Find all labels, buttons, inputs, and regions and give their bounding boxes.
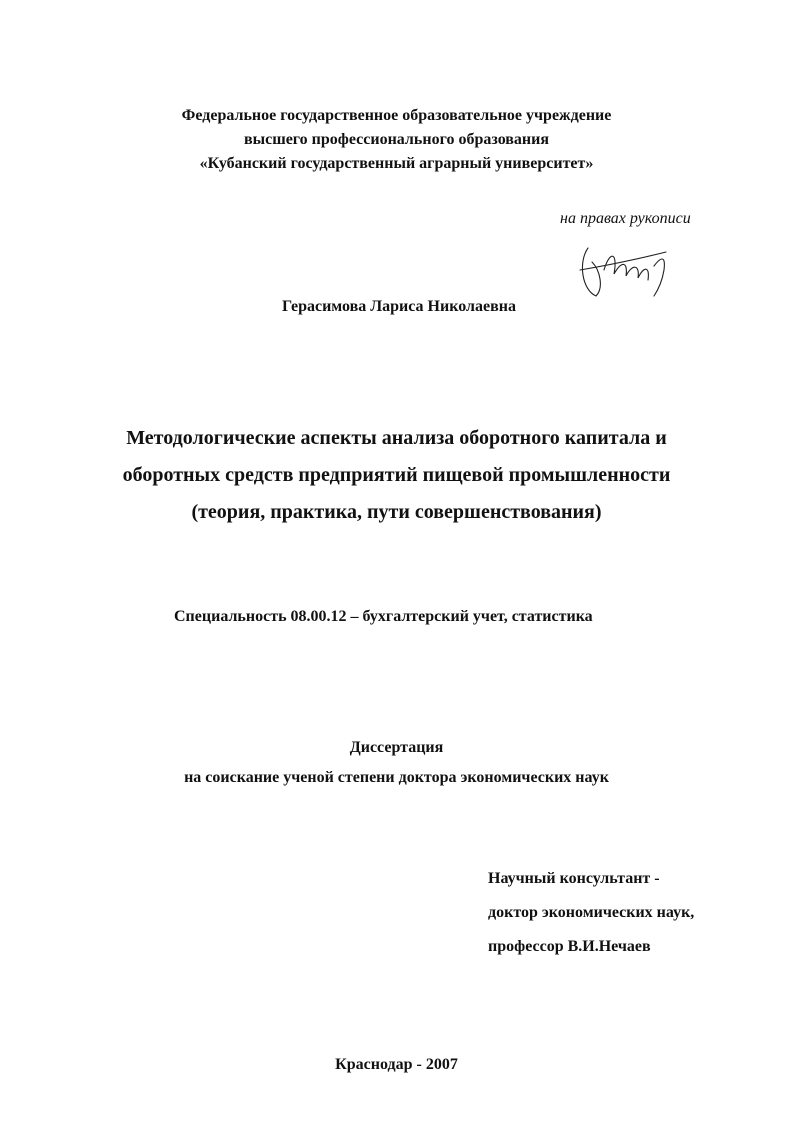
institution-line-2: высшего профессионального образования — [243, 131, 550, 148]
institution-block — [0, 104, 793, 176]
consultant-line-2: доктор экономических наук, — [488, 904, 695, 921]
specialty: Специальность 08.00.12 – бухгалтерский учет, статистика — [174, 608, 593, 625]
author-signature — [574, 240, 674, 298]
scientific-consultant — [488, 862, 694, 964]
institution-line-1: Федеральное государственное образовательное учреждение — [181, 107, 612, 124]
city-year: Краснодар - 2007 — [335, 1056, 458, 1073]
institution-line-3: «Кубанский государственный аграрный университет» — [199, 155, 594, 172]
title-line-2: оборотных средств предприятий пищевой промышленности — [122, 464, 671, 486]
dissertation-subtitle: на соискание ученой степени доктора экономических наук — [184, 769, 609, 786]
dissertation-heading: Диссертация — [349, 739, 444, 756]
dissertation-title — [0, 420, 793, 531]
consultant-line-3: профессор В.И.Нечаев — [488, 938, 651, 955]
author-name: Герасимова Лариса Николаевна — [282, 298, 516, 315]
title-line-1: Методологические аспекты анализа оборотного капитала и — [126, 427, 667, 449]
dissertation-block — [0, 733, 793, 793]
manuscript-note: на правах рукописи — [560, 210, 691, 227]
consultant-line-1: Научный консультант - — [488, 870, 660, 887]
title-line-3: (теория, практика, пути совершенствования) — [191, 501, 602, 523]
